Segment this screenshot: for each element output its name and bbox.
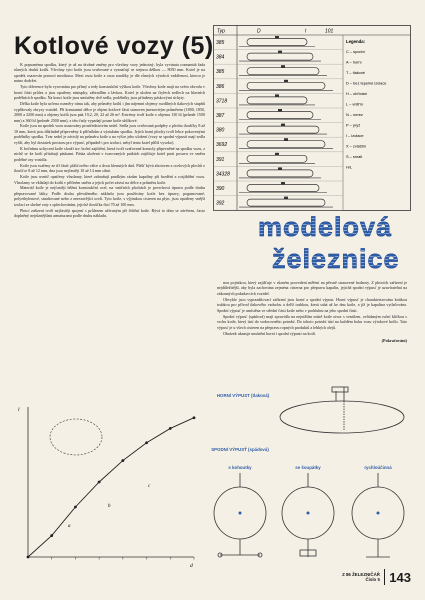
center-dot [307,512,310,515]
dome [332,387,348,392]
chart-point [74,506,77,509]
tank-type-table-drawing [213,25,411,211]
legend-title: Legenda: [346,39,366,44]
tank-dome [278,51,282,54]
table-row-type: 385 [216,69,225,76]
table-row-type: 392 [216,200,225,207]
table-row-type: 3718 [216,98,228,105]
paragraph: Materiál kotle je nejčastěji běžná konstrukční ocel, na vnitřních plochách je povrchová úprava podle druhu přepravované látky. Podle druhu převáženého nákladu jsou používány kotle bez úpravy, pogumované, polyethylenové, smaltované nebo z nerezavějící oceli. Tyto kotle, s výjimkou cisteren na plyn, jsou opatřeny vnější izolací ze skelné vaty s oplechováním, jejichž tloušťka činí 70 až 100 mm. [14,185,205,207]
chart-point [145,441,148,444]
banner-text: modelová [258,212,393,242]
tank-silhouette [247,53,313,60]
label-sopatky: se šoupátky [295,465,321,470]
tank-silhouette [247,68,319,75]
paragraph: Tyto diference byla vyrovnána pro přímý a tedy konstrukční výškou kotle. Všechny kotle mají na svém obvodu v horní části průlez a jsou opatřeny nástupky, zábradlím a lávkou. Kotel je uložen na čtyřech sedlech na hlavních podélnících spodku. Na konci kotle jsou umístěny dvě sedla, podélníky jsou přitaženy páskovými úchyty. [14,84,205,101]
legend-item: T – tlakové [346,70,365,75]
tank-silhouette [247,185,319,192]
table-header-mark: D [257,28,261,35]
table-row-type: 391 [216,156,225,163]
table-header-type: Typ [217,28,225,35]
paragraph: Obrázek ukazuje umístění horní i spodní výpusti na kotli. [223,330,316,336]
tank-dome [284,138,288,141]
legend-item: I – izolace [346,133,364,138]
chart-point [169,427,172,430]
table-header-mark: l [305,28,307,35]
outlet-diagrams [208,385,412,570]
tank-dome [278,167,282,170]
table-row-type: 3692 [216,142,228,149]
legend-item: S – smalt [346,154,363,159]
chart-note: c [148,484,151,489]
legend-item: X – zvláštní [346,143,367,149]
table-row-type: 386 [216,83,225,90]
tank-silhouette [247,112,313,119]
table-legend [346,39,386,170]
chart-point [98,481,101,484]
tank-silhouette [247,126,319,133]
banner-line-2 [272,244,422,274]
banner-text: železnice [272,244,400,274]
tank-silhouette [247,39,307,46]
chart-xlabel: d [190,563,193,569]
tank-dome [281,182,285,185]
legend-item: N – nerez [346,112,363,117]
tank-dome [275,153,279,156]
chart-point [27,556,30,559]
label-horni-vypust: HORNÍ VÝPUST (tlaková) [216,393,270,398]
chart-point [121,459,124,462]
label-spodni-vypust: SPODNÍ VÝPUSŤ (spádová) [211,447,269,452]
chart-point [193,416,196,419]
center-dot [377,512,380,515]
footer-issue: Z 86 ŽELEZNIČÁŘ [342,571,380,577]
tank-silhouette [247,170,313,177]
table-rows [214,36,344,210]
tank-silhouette [247,199,325,206]
tank-dome [284,80,288,83]
legend-item: D – bez tepelné izolace [346,80,387,86]
table-row-type: 385 [216,40,225,46]
paragraph: nou pojistkou, který zajišťuje v různém provedení měření na přesně stanovené hodnoty. Z plnicích zařízení je nejdůležitější, aby byla zachována zejména cisterna pro přepravu kapalin, jejichž spodní výpusť je uzavíratelná na zákonných požadavcích vozidel. [217,280,407,296]
article-right-column [217,280,407,380]
paragraph: Kotle jsou na spodek vozu usazovány prostřednictvím sedel. Sedla jsou svařovaná podpěry z plechu tloušťky 8 až 10 mm, která jsou důkladně připevněny k příčníkům a výztuhám spodku. Jejich horní plochy tvoří lehce pokovenými podélníky spodku. Tvar sedel je závislý na průměru kotle a na výšce jeho uložení (vozy se spodní výpustí mají sedla vyšší, aby byl dostatek prostoru pro výpusť, případně i pro izolaci, nebyl tento kotel příliš vysoko). [14,123,205,145]
legend-item: P – pryž [346,122,361,128]
tank-silhouette [247,141,325,148]
legend-item: C – spodní [346,49,365,54]
paragraph: Plnicí zařízení tvoří nejčastěji spojení s průlezem užívaným při čištění kotle. Bývá to dóm se závěrem, často doplněný nejrůznějšími armaturami podle druhu nákladu. [14,207,205,219]
table-row-type: 390 [216,186,225,192]
tank-dome [275,94,279,97]
article-left-column [14,62,205,380]
paragraph: Kotle jsou uvnitř opatřeny vlnolamy, které zabraňují prudkým rázům kapaliny při brzdění a rozjíždění vozu. Vlnolamy se vkládají do kotlů v příčném směru a jejich počet závisí na délce a průměru kotle. [14,174,205,185]
legend-item: L – vnitřní [346,101,363,107]
table-row-type: 34328 [216,171,230,178]
chart-note: b [108,504,111,509]
chart-note: a [68,524,71,529]
continuation-note: (Pokračování) [381,338,407,344]
chart-drawing [14,385,204,575]
label-rychlouc: rychloúčinná [364,465,392,470]
paragraph: Spodní výpusť (spádová) mají zpravidla na nejnižším místě kotle otvor s ventilem, ovládaným ruční kličkou s vrchu kotle, který ústí do vodorovného potrubí. Do tohoto potrubí ústí na každém boku vozu výtokové hrdlo. Tato výpusť je u všech cisteren na přepravu ropných produktů a lehkých olejů. [217,313,407,330]
kettle-outline [280,401,404,433]
chart-point [50,534,53,537]
label-kohouty: s kohoutky [228,465,252,470]
legend-item: H – ohřívání [346,91,368,96]
tank-silhouette [247,82,325,89]
tank-dome [275,36,279,39]
footer-number: Číslo 5 [365,577,380,582]
table-row-type: 384 [216,54,225,61]
section-banner [258,212,408,278]
center-dot [239,512,242,515]
paragraph: Kotle jsou svařeny ze tří částí: plášťového válce a dvou klenutých dnů. Plášť bývá zhotoven z ocelových plechů o tloušťce 8 až 12 mm, dna jsou nejčastěji 10 až 14 mm silná. [14,162,205,174]
table-row-type: 387 [216,113,225,119]
paragraph: K popsanému spodku, který je až na drobné změny pro všechny vozy jednotný, byla vyvinuta rozmanitá řada různých druhů kotlů. Všechny tyto kotle jsou svařované a vyznačují se stejnou délkou — 8050 mm. Kotel je na spodek osazován pomocí mezikusu. Mezi osou kotle a osou narážky je dle různých výrobců vzdálenost, kterou je nutno dodržet. [14,62,205,84]
tank-dome [281,65,285,68]
page-number: 143 [389,569,411,585]
footer-divider [384,569,385,585]
tank-dome [284,197,288,200]
article-title: Kotlové vozy (5) [14,32,214,60]
banner-line-1 [258,212,408,242]
table-header-mark: 101 [325,28,334,35]
tank-silhouette [247,155,307,162]
kettle-diagram-chart [14,385,204,575]
page-footer [342,568,411,586]
chart-ylabel: l [18,407,20,413]
legend-item: A – horní [346,59,362,65]
paragraph: Obvykle jsou vyprazdňovací zařízení jsou horní a spodní výpust. Horní výpusť je charakterizována krátkou trubkou pro přívod tlakového vzduchu a delší trubkou, která sahá až ke dnu kotle, a jíž je kapalina vytlačována. Spodní výpusť je umístěna ve střední části kotle nebo v prohlubni na jeho spodní části. [217,296,407,313]
footer-info [342,572,380,582]
chart-annotation [50,419,102,455]
table-row-type: 380 [216,127,225,134]
outlet-drawing [208,385,412,570]
tank-dome [281,124,285,127]
tank-silhouette [247,97,307,104]
paragraph: Délka kotle byla určena rozměry rámu tak, aby průměry kotlů i jím nájemní objemy rozdílných tlakových stupňů vyplňovaly obrysy vozidel. Při konstantní délce je objem kotlové části stanoven jmenovitým průměrem (1800, 1850, 2000 a 2200 mm) a objemy kotlů jsou pak 19,2, 20, 22 až 26 m³. Extrémy tvoří kotle o objemu 130 hl (průměr 1500 mm) a 360 hl (průměr 2500 mm), z této řady vypadají pouze kotle uhlíkové. [14,101,205,123]
tank-dome [278,109,282,112]
paragraph: K bočnímu uchycení kotle slouží tzv. boční zajištění, která tvoří svařované konzoly připevněné na spodku vozu, z nichž se ke kotli přitahují páskami. Páska uložená v tvarovaných patkách zajišťuje kotel proti posuvu ve směru podélné osy vozidla. [14,145,205,162]
legend-item: H/L [346,164,353,170]
tank-type-table [213,25,411,211]
